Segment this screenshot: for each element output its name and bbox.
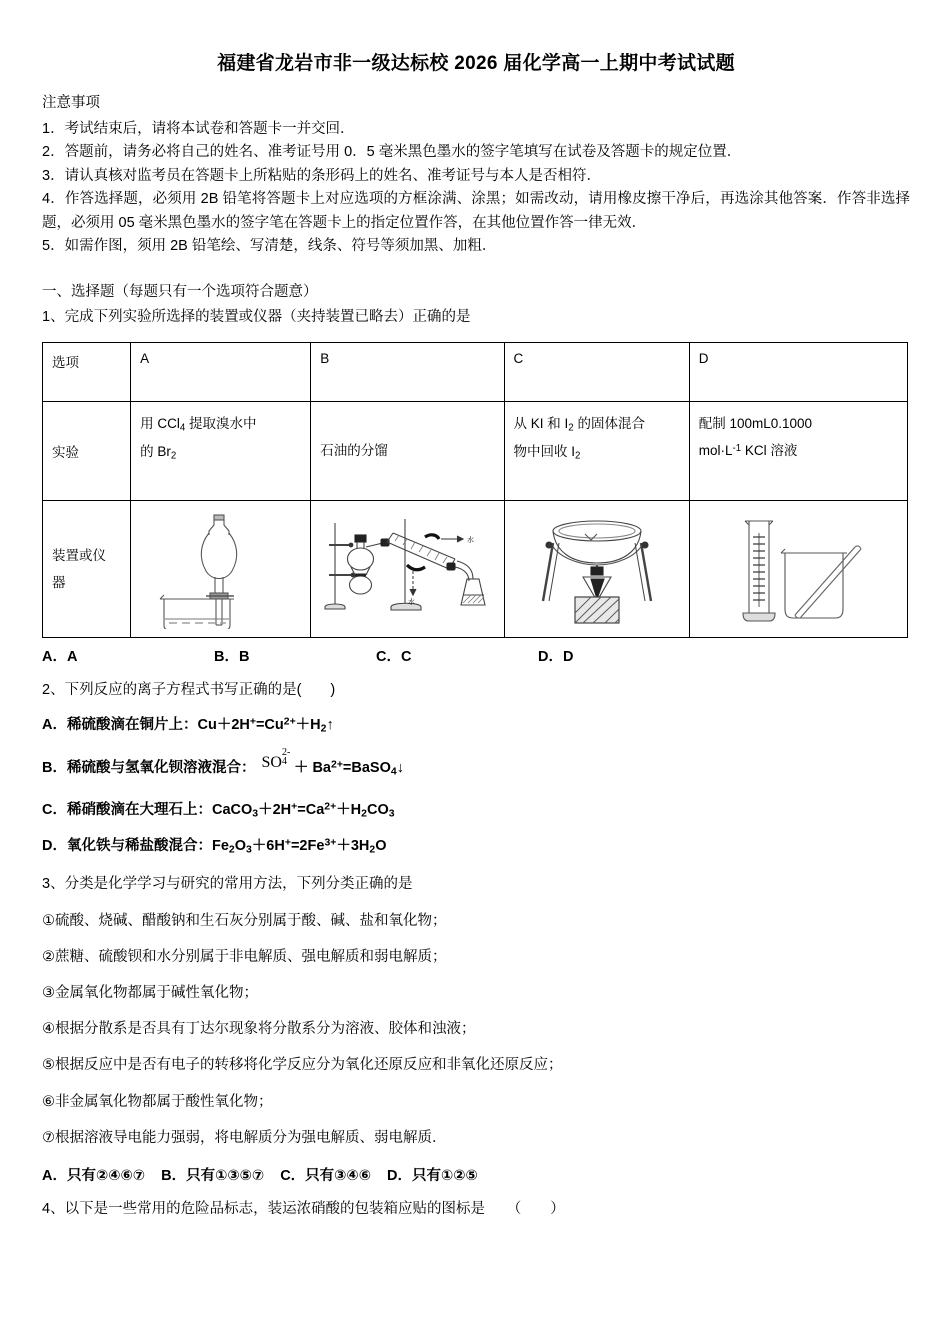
graduated-cylinder-beaker-rod-icon	[723, 509, 873, 629]
q1-option-d[interactable]: D．D	[538, 648, 574, 665]
table-row-header	[43, 342, 908, 401]
table-row-label-apparatus: 装置或仪 器	[43, 500, 131, 637]
notice-line-5: 5．如需作图，须用 2B 铅笔绘、写清楚，线条、符号等须加黑、加粗．	[42, 238, 497, 255]
q3-option-b[interactable]: B．只有①③⑤⑦	[161, 1167, 265, 1184]
q1-option-c[interactable]: C．C	[376, 648, 412, 665]
q3-item-7: ⑦根据溶液导电能力强弱，将电解质分为强电解质、弱电解质．	[42, 1129, 447, 1146]
svg-text:水: 水	[467, 536, 475, 544]
page-content	[42, 48, 910, 1221]
question-3-options	[42, 1164, 910, 1185]
q3-item-1: ①硫酸、烧碱、醋酸钠和生石灰分别属于酸、碱、盐和氧化物；	[42, 912, 447, 929]
table-header-col-b: B	[311, 342, 504, 401]
table-row-label-experiment: 实验	[43, 401, 131, 500]
question-1-stem: 1、完成下列实验所选择的装置或仪器（夹持装置已略去）正确的是	[42, 309, 471, 326]
experiment-cell-a: 用 CCl$_4$ 提取溴水中 的 $Br_2$	[131, 401, 311, 500]
experiment-cell-b: 石油的分馏	[311, 401, 504, 500]
experiment-cell-d: 配制 100mL0.1000 $mol\cdot L^{-1}$ KCl 溶液	[689, 401, 907, 500]
q2-option-c-label: C．	[42, 801, 67, 818]
q2-option-b[interactable]	[42, 747, 910, 781]
q2-option-a[interactable]	[42, 714, 910, 738]
svg-text:水: 水	[408, 598, 416, 606]
separating-funnel-beaker-icon	[146, 509, 296, 629]
q3-item-2: ②蔗糖、硫酸钡和水分别属于非电解质、强电解质和弱电解质；	[42, 948, 447, 965]
table-header-col-c: C	[504, 342, 689, 401]
q2-option-c-equation: $CaCO_3+2H^+=Ca^{2+}+H_2CO_3$	[211, 801, 395, 820]
q3-option-d[interactable]: D．只有①②⑤	[387, 1167, 478, 1184]
q2-option-d[interactable]	[42, 835, 910, 859]
apparatus-cell-b	[311, 500, 504, 637]
apparatus-cell-c	[504, 500, 689, 637]
q2-option-d-equation: $Fe_2O_3+6H^+=2Fe^{3+}+3H_2O$	[211, 837, 387, 856]
apparatus-cell-a	[131, 500, 311, 637]
page-title: 福建省龙岩市非一级达标校 2026 届化学高一上期中考试试题	[217, 53, 735, 74]
q2-option-a-equation: $Cu+2H^+=Cu^{2+}+H_2↑$	[197, 716, 334, 735]
table-row-label-option: 选项	[43, 342, 131, 401]
q1-option-a[interactable]: A．A	[42, 648, 78, 665]
table-header-col-a: A	[131, 342, 311, 401]
q2-option-b-equation: ＋ $Ba^{2+}=BaSO_4↓$	[293, 759, 404, 778]
q3-item-6: ⑥非金属氧化物都属于酸性氧化物；	[42, 1093, 273, 1110]
sulfate-ion-formula: SO 2- 4	[261, 747, 291, 771]
table-row-experiment	[43, 401, 908, 500]
question-4-stem: 4、以下是一些常用的危险品标志，装运浓硝酸的包装箱应贴的图标是 （ ）	[42, 1200, 565, 1217]
notice-line-4: 4．作答选择题，必须用 2B 铅笔将答题卡上对应选项的方框涂满、涂黑；如需改动，请用橡皮擦干净后，再选涂其他答案．作答非选择题，必须用 05 毫米黑色墨水的签字笔在答题卡上的指定位置作答，在其他位置作答一律无效．	[42, 191, 910, 231]
q2-option-b-text: 稀硫酸与氢氧化钡溶液混合：	[66, 759, 256, 776]
question-2-stem: 2、下列反应的离子方程式书写正确的是( )	[42, 681, 336, 698]
distillation-setup-icon	[321, 509, 493, 629]
q2-option-a-label: A．	[42, 717, 67, 734]
notice-line-2: 2．答题前，请务必将自己的姓名、准考证号用 0．5 毫米黑色墨水的签字笔填写在试卷及答题卡的规定位置．	[42, 144, 742, 161]
notice-line-1: 1．考试结束后，请将本试卷和答题卡一并交回．	[42, 121, 355, 137]
question-1-table	[42, 342, 908, 638]
q3-item-3: ③金属氧化物都属于碱性氧化物；	[42, 984, 258, 1001]
table-row-apparatus	[43, 500, 908, 637]
q3-option-c[interactable]: C．只有③④⑥	[280, 1167, 371, 1184]
q2-option-a-text: 稀硫酸滴在铜片上：	[66, 717, 198, 734]
q2-option-c[interactable]	[42, 799, 910, 823]
q3-item-4: ④根据分散系是否具有丁达尔现象将分散系分为溶液、胶体和浊液；	[42, 1021, 476, 1038]
evaporating-dish-tripod-burner-icon	[527, 509, 667, 629]
q3-item-5: ⑤根据反应中是否有电子的转移将化学反应分为氧化还原反应和非氧化还原反应；	[42, 1057, 563, 1074]
section-heading: 一、选择题（每题只有一个选项符合题意）	[42, 283, 318, 300]
q2-option-b-label: B．	[42, 759, 67, 776]
notice-line-3: 3．请认真核对监考员在答题卡上所粘贴的条形码上的姓名、准考证号与本人是否相符．	[42, 167, 602, 184]
q1-option-b[interactable]: B．B	[214, 648, 250, 665]
q2-option-d-label: D．	[42, 837, 67, 854]
question-3-stem: 3、分类是化学学习与研究的常用方法，下列分类正确的是	[42, 876, 413, 893]
question-1-options	[42, 645, 910, 665]
experiment-cell-c: 从 KI 和 $I_2$ 的固体混合 物中回收 $I_2$	[504, 401, 689, 500]
q3-option-a[interactable]: A．只有②④⑥⑦	[42, 1167, 146, 1184]
apparatus-cell-d	[689, 500, 907, 637]
notice-heading: 注意事项	[42, 95, 100, 111]
table-header-col-d: D	[689, 342, 907, 401]
q2-option-c-text: 稀硝酸滴在大理石上：	[66, 801, 212, 818]
q2-option-d-text: 氧化铁与稀盐酸混合：	[66, 837, 212, 854]
